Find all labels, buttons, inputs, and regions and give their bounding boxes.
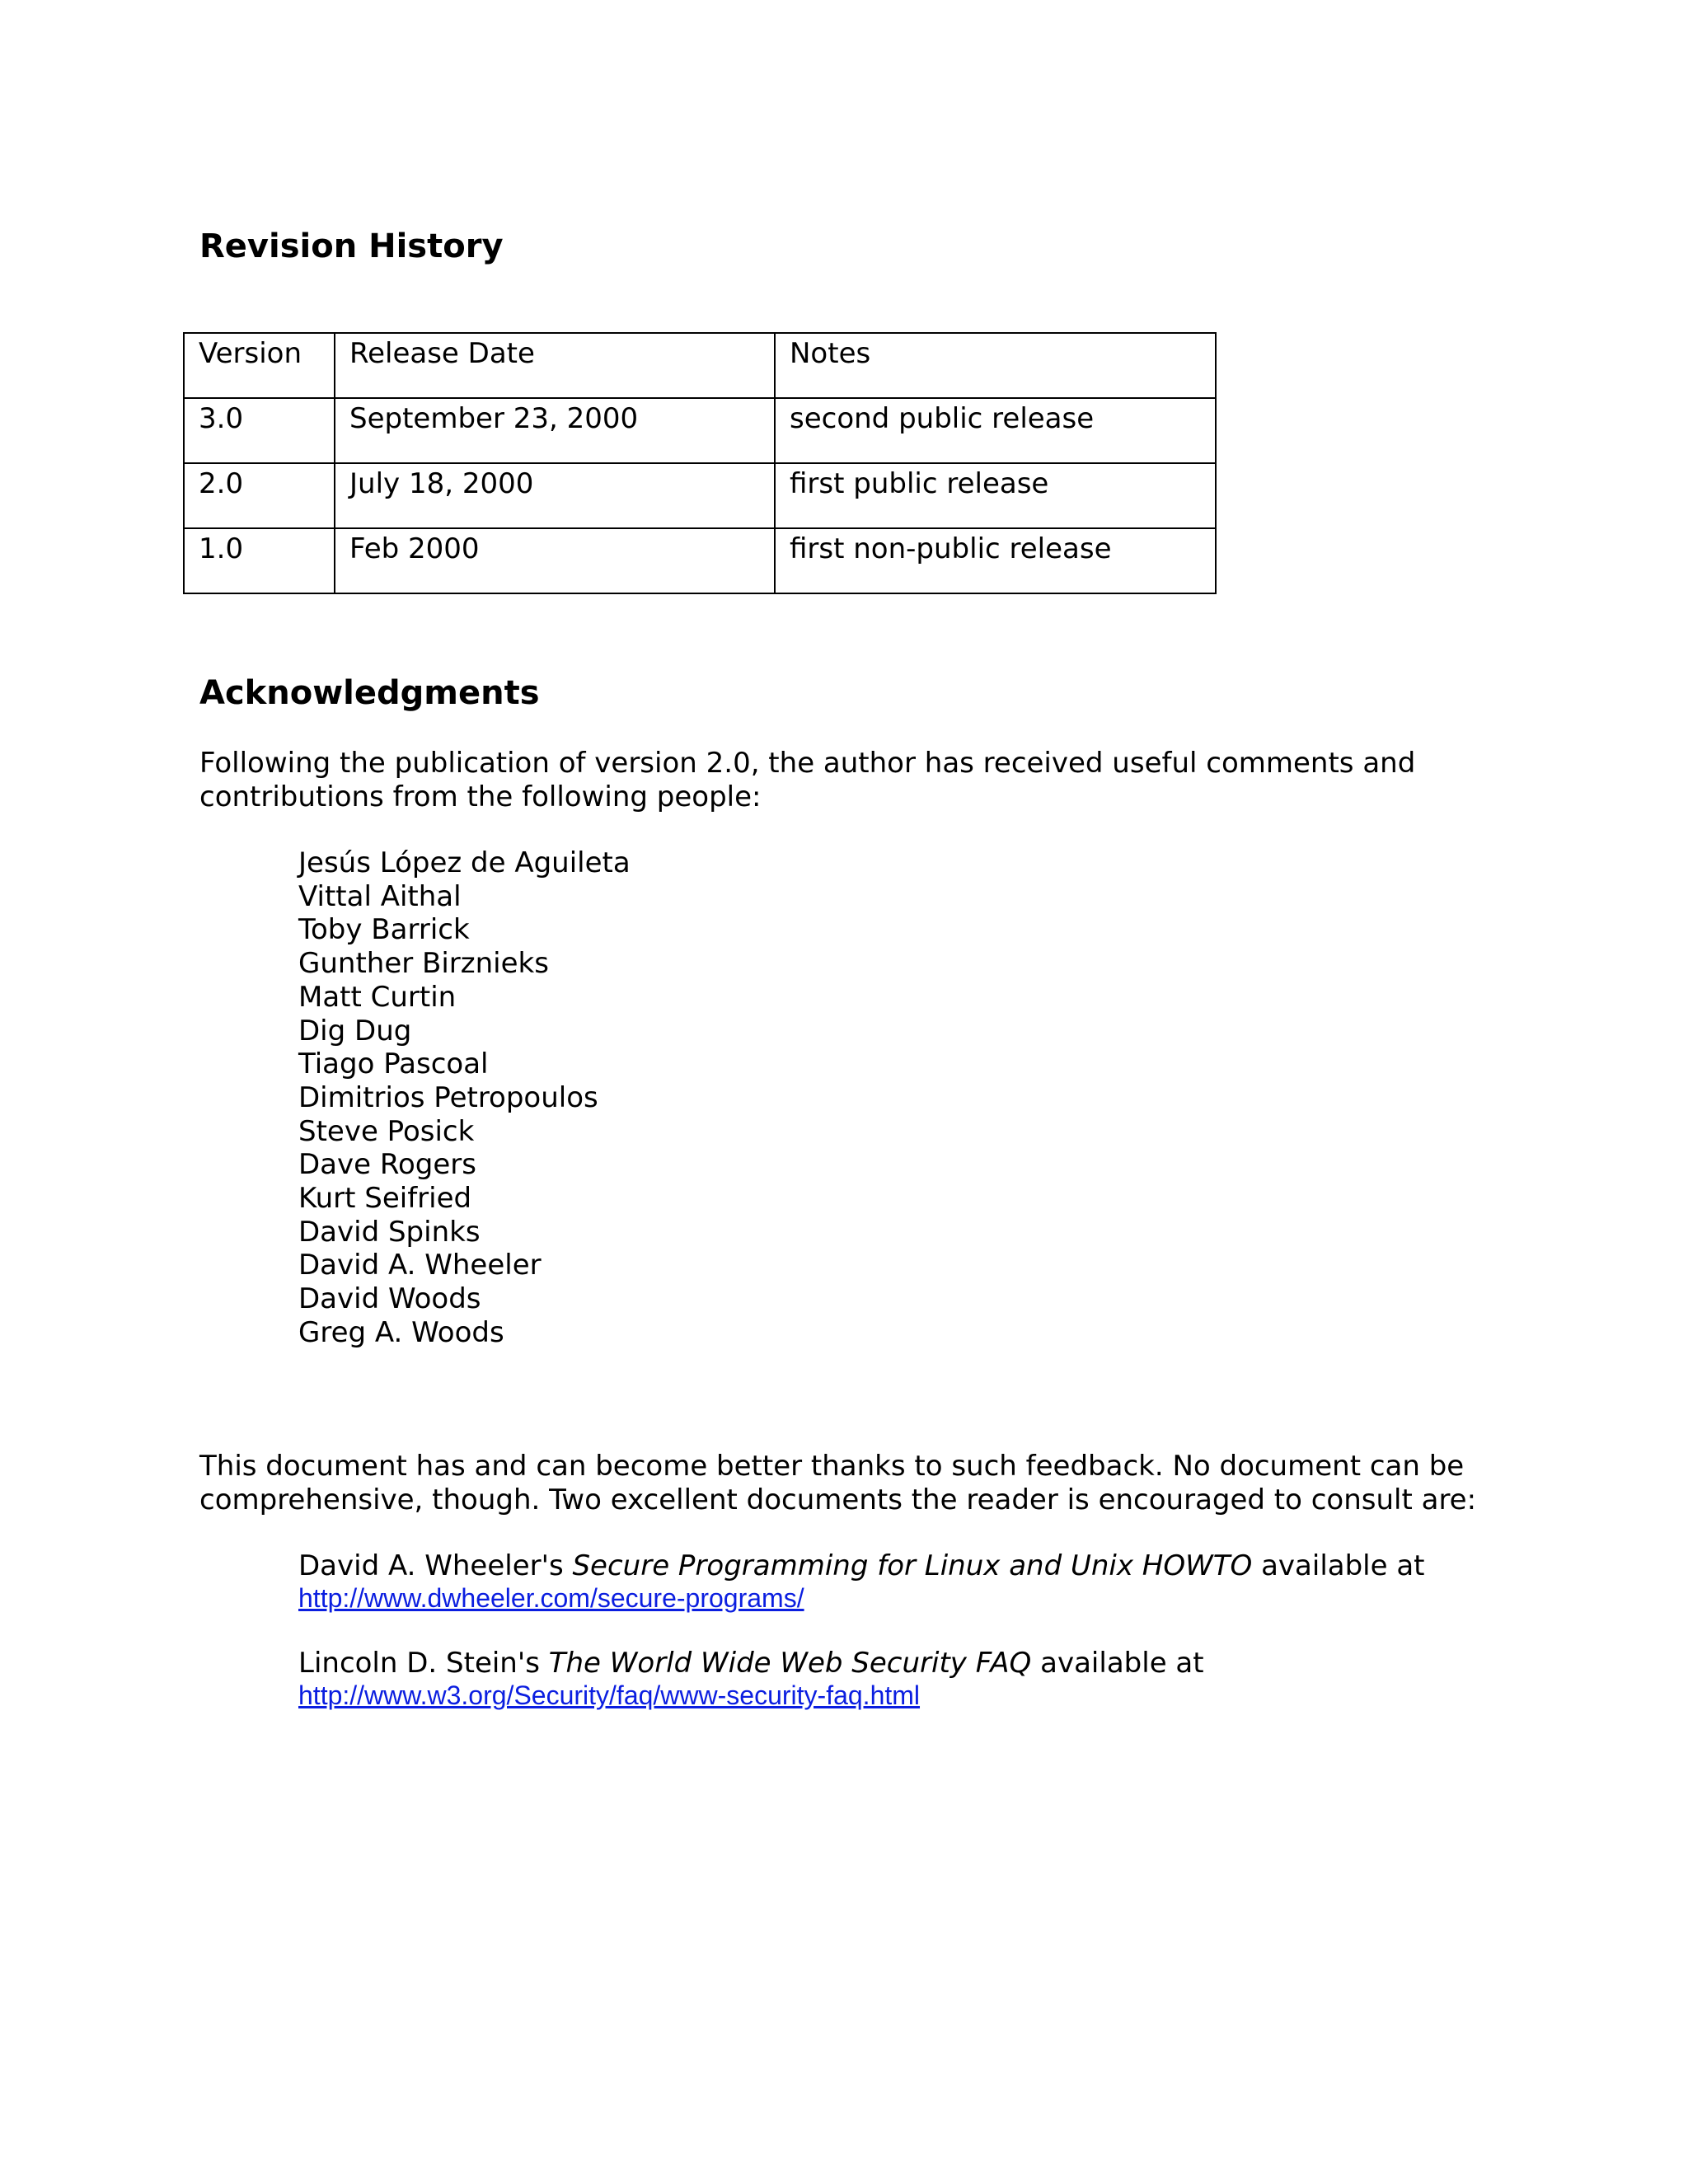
notes-cell: second public release (775, 398, 1216, 463)
release-date-cell: July 18, 2000 (335, 463, 775, 528)
version-cell: 2.0 (184, 463, 335, 528)
reference-wheeler (298, 1549, 1425, 1614)
list-item: Dig Dug (298, 1014, 412, 1047)
revision-history-heading: Revision History (199, 227, 504, 265)
list-item: Greg A. Woods (298, 1315, 504, 1349)
table-row (184, 528, 1216, 593)
list-item: David A. Wheeler (298, 1249, 542, 1282)
contributors-list (298, 846, 631, 1350)
notes-cell: first public release (775, 463, 1216, 528)
release-date-cell: September 23, 2000 (335, 398, 775, 463)
list-item: Gunther Birznieks (298, 947, 549, 981)
release-date-cell: Feb 2000 (335, 528, 775, 593)
feedback-paragraph: This document has and can become better thanks to such feedback. No document can be comprehensive, though. Two excellent documents the reader is encouraged to consult are: (199, 1450, 1477, 1516)
revision-table (183, 332, 1217, 594)
acknowledgments-heading: Acknowledgments (199, 674, 540, 712)
reference-suffix: available at (1261, 1549, 1425, 1582)
list-item: Dimitrios Petropoulos (298, 1080, 598, 1114)
acknowledgments-intro: Following the publication of version 2.0, the author has received useful comments and contributions from the following people: (199, 747, 1416, 813)
reference-stein (298, 1647, 1204, 1711)
table-header-row (184, 333, 1216, 398)
list-item: Kurt Seifried (298, 1182, 472, 1216)
column-header-version: Version (184, 333, 335, 398)
reference-author: David A. Wheeler's (298, 1549, 564, 1582)
list-item: Vittal Aithal (298, 879, 462, 913)
reference-title: Secure Programming for Linux and Unix HOWTO (572, 1549, 1253, 1582)
list-item: Dave Rogers (298, 1148, 476, 1182)
reference-link[interactable]: http://www.dwheeler.com/secure-programs/ (298, 1583, 804, 1613)
list-item: Steve Posick (298, 1114, 475, 1148)
list-item: Matt Curtin (298, 980, 457, 1014)
version-cell: 3.0 (184, 398, 335, 463)
reference-author: Lincoln D. Stein's (298, 1647, 540, 1680)
column-header-release-date: Release Date (335, 333, 775, 398)
list-item: David Spinks (298, 1215, 481, 1249)
reference-suffix: available at (1040, 1647, 1204, 1680)
table-row (184, 398, 1216, 463)
notes-cell: first non-public release (775, 528, 1216, 593)
list-item: Toby Barrick (298, 913, 470, 947)
reference-title: The World Wide Web Security FAQ (548, 1647, 1032, 1680)
list-item: Jesús López de Aguileta (298, 846, 631, 879)
table-row (184, 463, 1216, 528)
reference-link[interactable]: http://www.w3.org/Security/faq/www-security-faq.html (298, 1680, 921, 1710)
version-cell: 1.0 (184, 528, 335, 593)
list-item: David Woods (298, 1282, 481, 1316)
list-item: Tiago Pascoal (298, 1047, 489, 1081)
column-header-notes: Notes (775, 333, 1216, 398)
